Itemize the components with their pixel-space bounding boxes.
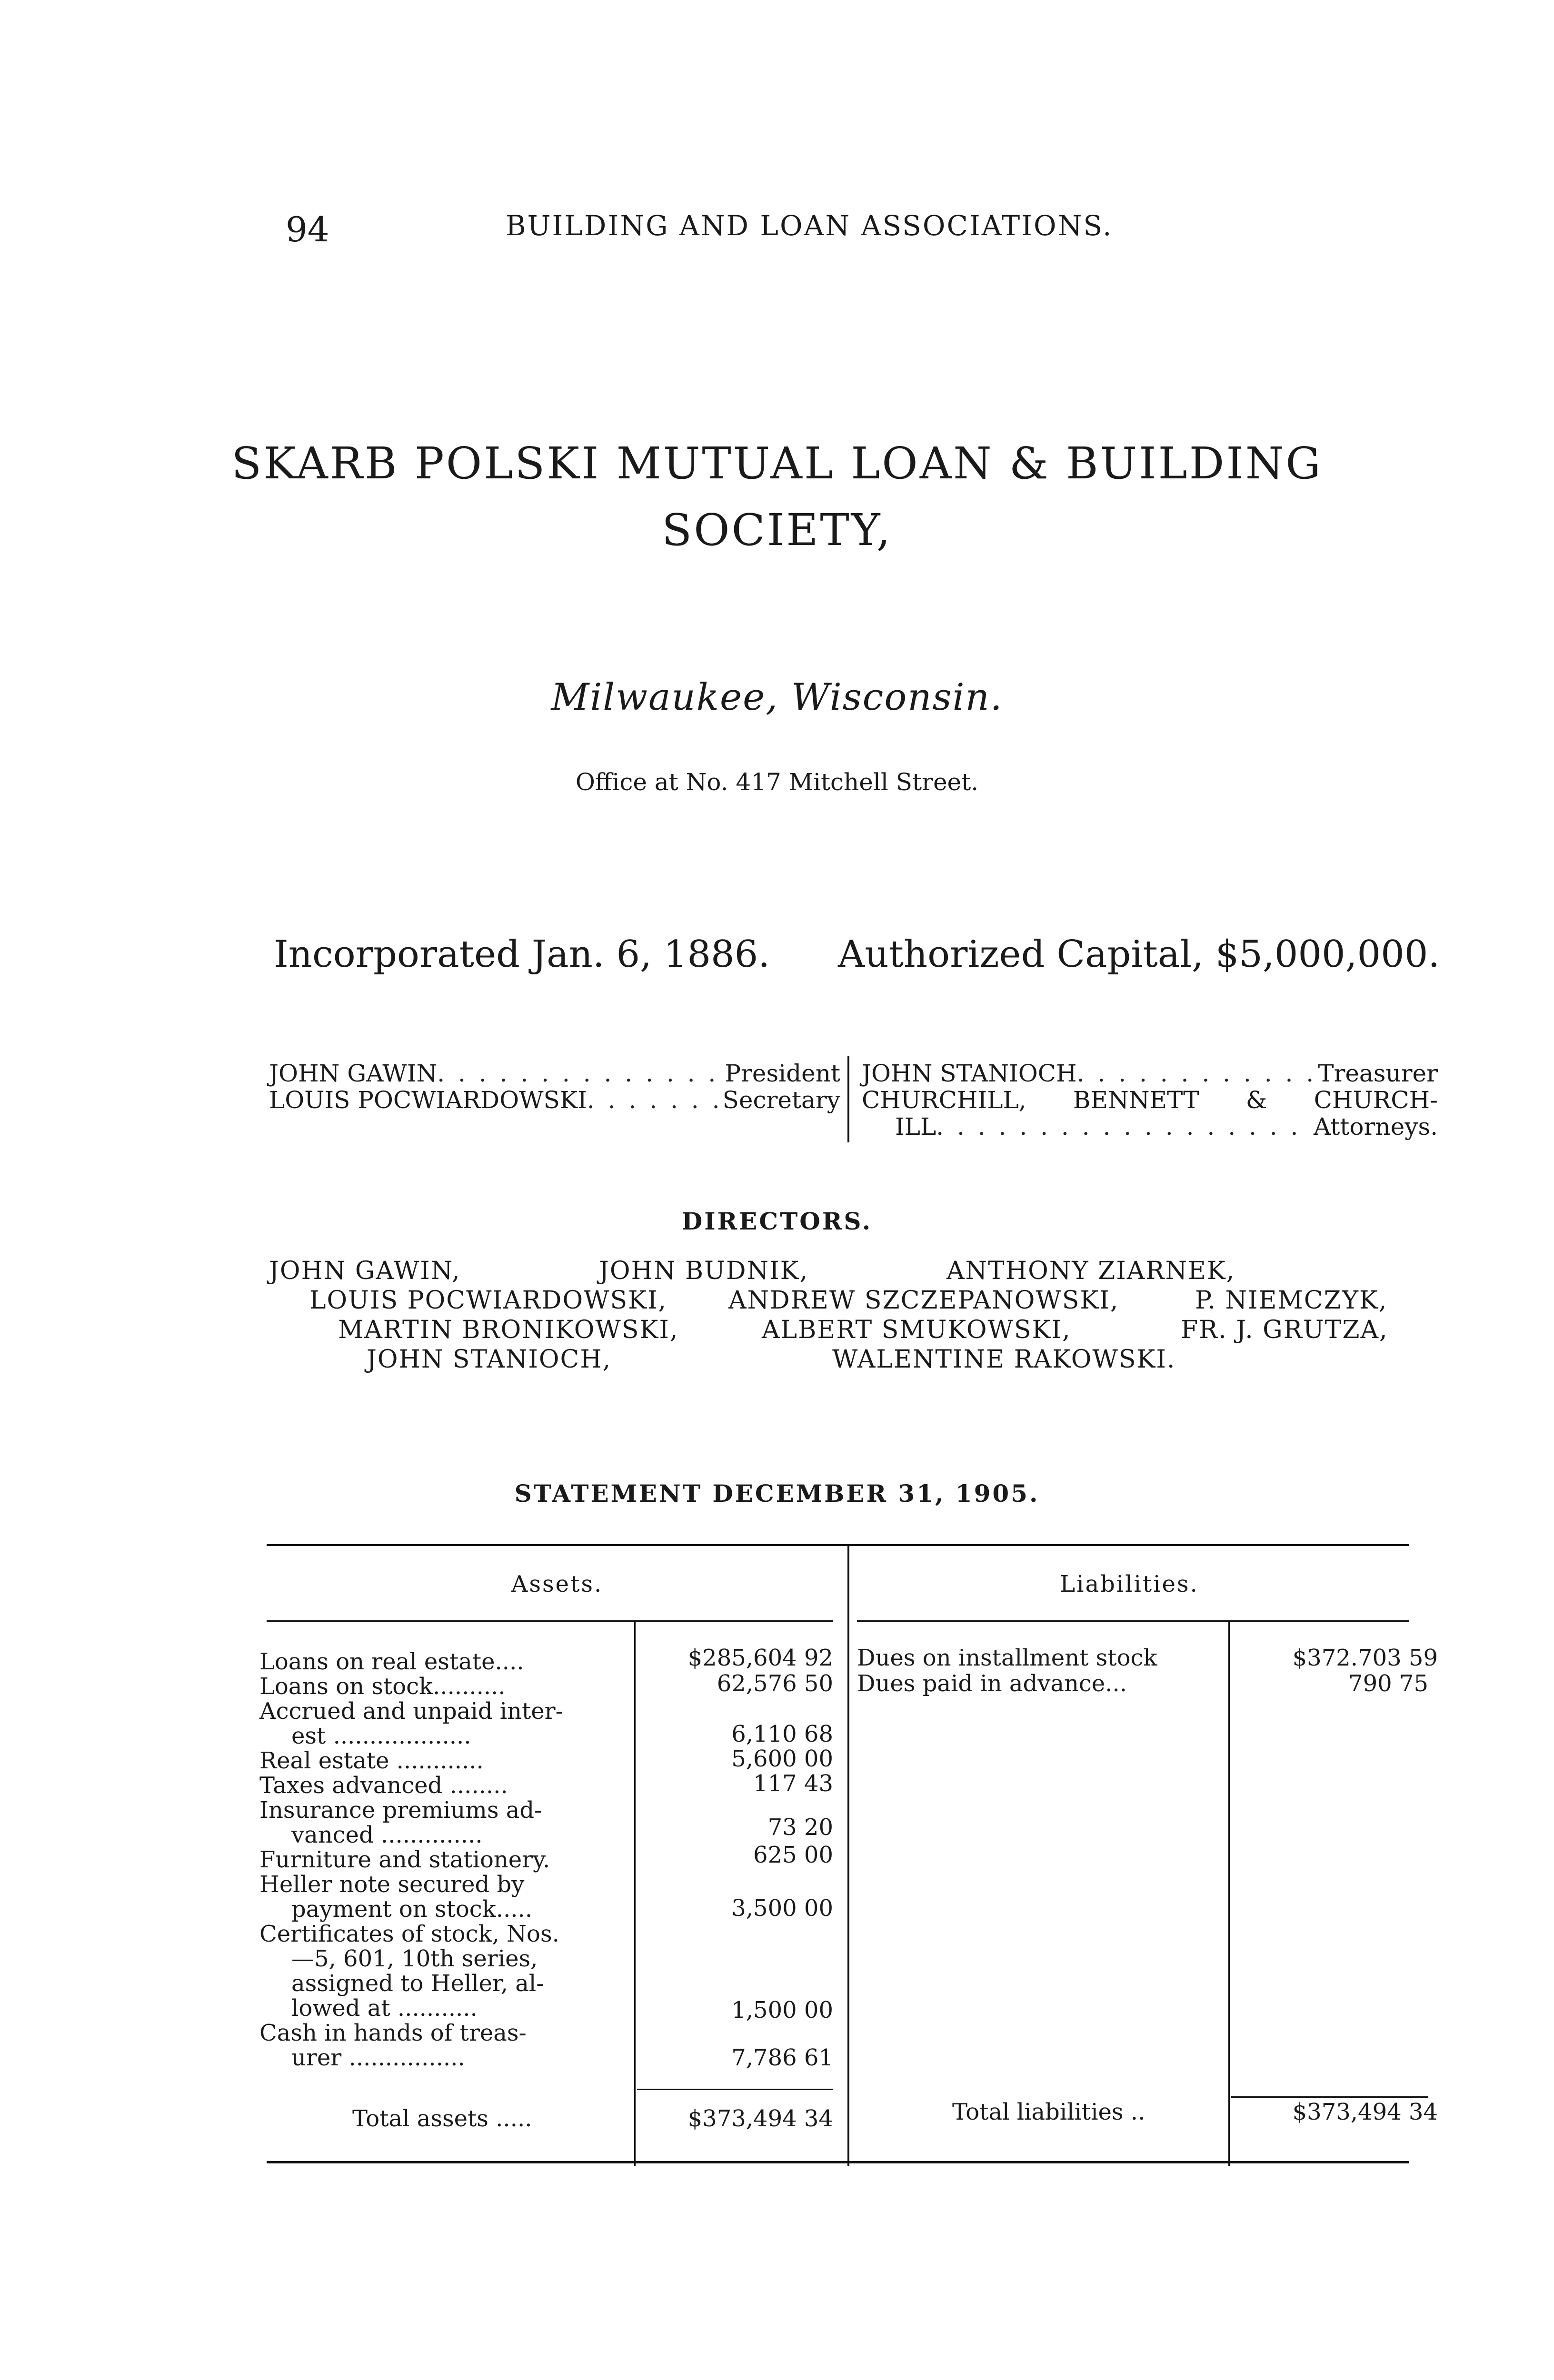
running-title: BUILDING AND LOAN ASSOCIATIONS. [506, 209, 1113, 242]
asset-item-label: Loans on real estate.... [259, 1648, 524, 1675]
director-name: JOHN GAWIN, [269, 1257, 461, 1285]
asset-item-label: Furniture and stationery. [259, 1846, 550, 1873]
total-assets-label: Total assets ..... [352, 2105, 532, 2132]
officer-name: LOUIS POCWIARDOWSKI [269, 1086, 587, 1114]
liability-item-label: Dues paid in advance... [857, 1670, 1127, 1697]
directors-heading: DIRECTORS. [681, 1207, 873, 1235]
director-name: LOUIS POCWIARDOWSKI, [309, 1286, 667, 1315]
assets-total-rule [637, 2089, 833, 2090]
officer-name: CHURCHILL, BENNETT & CHURCH- [862, 1086, 1438, 1114]
officer-name: JOHN GAWIN [269, 1060, 438, 1087]
liabilities-amount-divider [1228, 1621, 1230, 2166]
officer-row [895, 1113, 1438, 1140]
officer-row [269, 1086, 840, 1114]
asset-amount: 7,786 61 [731, 2044, 833, 2071]
society-name-line2: SOCIETY, [662, 505, 892, 555]
asset-amount: 3,500 00 [731, 1895, 833, 1922]
liability-item-label: Dues on installment stock [857, 1645, 1157, 1671]
officer-role: Attorneys. [1313, 1113, 1438, 1140]
asset-item-label: Heller note secured by [259, 1871, 525, 1898]
asset-item-label: —5, 601, 10th series, [291, 1945, 538, 1972]
location: Milwaukee, Wisconsin. [551, 676, 1003, 719]
officers-divider [847, 1056, 849, 1142]
officer-name: ILL [895, 1113, 936, 1140]
liability-amount: $372.703 59 [1292, 1645, 1438, 1671]
table-top-rule [267, 1544, 1409, 1546]
liabilities-heading: Liabilities. [1060, 1571, 1199, 1597]
office-address: Office at No. 417 Mitchell Street. [575, 768, 979, 796]
asset-amount: 625 00 [753, 1842, 833, 1868]
asset-item-label: vanced .............. [291, 1822, 483, 1848]
asset-item-label: Accrued and unpaid inter- [259, 1698, 563, 1725]
director-name: ANDREW SZCZEPANOWSKI, [728, 1286, 1119, 1315]
liabilities-header-rule [857, 1620, 1409, 1622]
asset-item-label: Cash in hands of treas- [259, 2020, 527, 2046]
table-bottom-rule [267, 2161, 1409, 2163]
asset-item-label: Real estate ............ [259, 1747, 484, 1774]
asset-amount: 1,500 00 [731, 1997, 833, 2023]
asset-amount: 117 43 [753, 1770, 833, 1797]
assets-amount-divider [634, 1621, 636, 2166]
director-name: JOHN STANIOCH, [367, 1345, 612, 1374]
assets-header-rule [267, 1620, 833, 1622]
asset-item-label: payment on stock..... [291, 1896, 532, 1923]
total-liabilities-label: Total liabilities .. [952, 2099, 1146, 2125]
liability-amount: 790 75 [1348, 1670, 1428, 1697]
asset-item-label: Insurance premiums ad- [259, 1797, 542, 1824]
officer-row [269, 1060, 840, 1087]
incorporated-date: Incorporated Jan. 6, 1886. [274, 933, 770, 976]
officer-role: Treasurer [1318, 1060, 1438, 1087]
director-name: FR. J. GRUTZA, [1181, 1316, 1388, 1344]
asset-item-label: urer ................ [291, 2044, 465, 2071]
director-name: MARTIN BRONIKOWSKI, [338, 1316, 679, 1344]
asset-item-label: Loans on stock.......... [259, 1673, 506, 1700]
asset-amount: 73 20 [767, 1814, 833, 1841]
asset-amount: 5,600 00 [731, 1745, 833, 1772]
assets-heading: Assets. [511, 1571, 603, 1597]
officer-role: President [725, 1060, 840, 1087]
director-name: ANTHONY ZIARNEK, [946, 1257, 1235, 1285]
page-number: 94 [286, 209, 329, 249]
center-divider [847, 1544, 849, 2166]
society-name-line1: SKARB POLSKI MUTUAL LOAN & BUILDING [231, 438, 1323, 489]
statement-title: STATEMENT DECEMBER 31, 1905. [514, 1479, 1040, 1507]
director-name: P. NIEMCZYK, [1195, 1286, 1388, 1315]
director-name: ALBERT SMUKOWSKI, [762, 1316, 1071, 1344]
asset-item-label: est ................... [291, 1723, 471, 1749]
officer-row [862, 1060, 1438, 1087]
officer-name: JOHN STANIOCH [862, 1060, 1077, 1087]
asset-item-label: Certificates of stock, Nos. [259, 1921, 559, 1947]
authorized-capital: Authorized Capital, $5,000,000. [838, 933, 1440, 976]
total-assets-amount: $373,494 34 [687, 2105, 833, 2132]
asset-item-label: Taxes advanced ........ [259, 1772, 508, 1799]
asset-item-label: assigned to Heller, al- [291, 1970, 544, 1997]
asset-amount: $285,604 92 [687, 1645, 833, 1671]
director-name: JOHN BUDNIK, [599, 1257, 808, 1285]
liabilities-total-rule [1231, 2096, 1428, 2098]
officer-role: Secretary [722, 1086, 840, 1114]
total-liabilities-amount: $373,494 34 [1292, 2099, 1438, 2125]
director-name: WALENTINE RAKOWSKI. [832, 1345, 1176, 1374]
asset-item-label: lowed at ........... [291, 1995, 478, 2022]
asset-amount: 6,110 68 [731, 1721, 833, 1747]
asset-amount: 62,576 50 [717, 1670, 833, 1697]
